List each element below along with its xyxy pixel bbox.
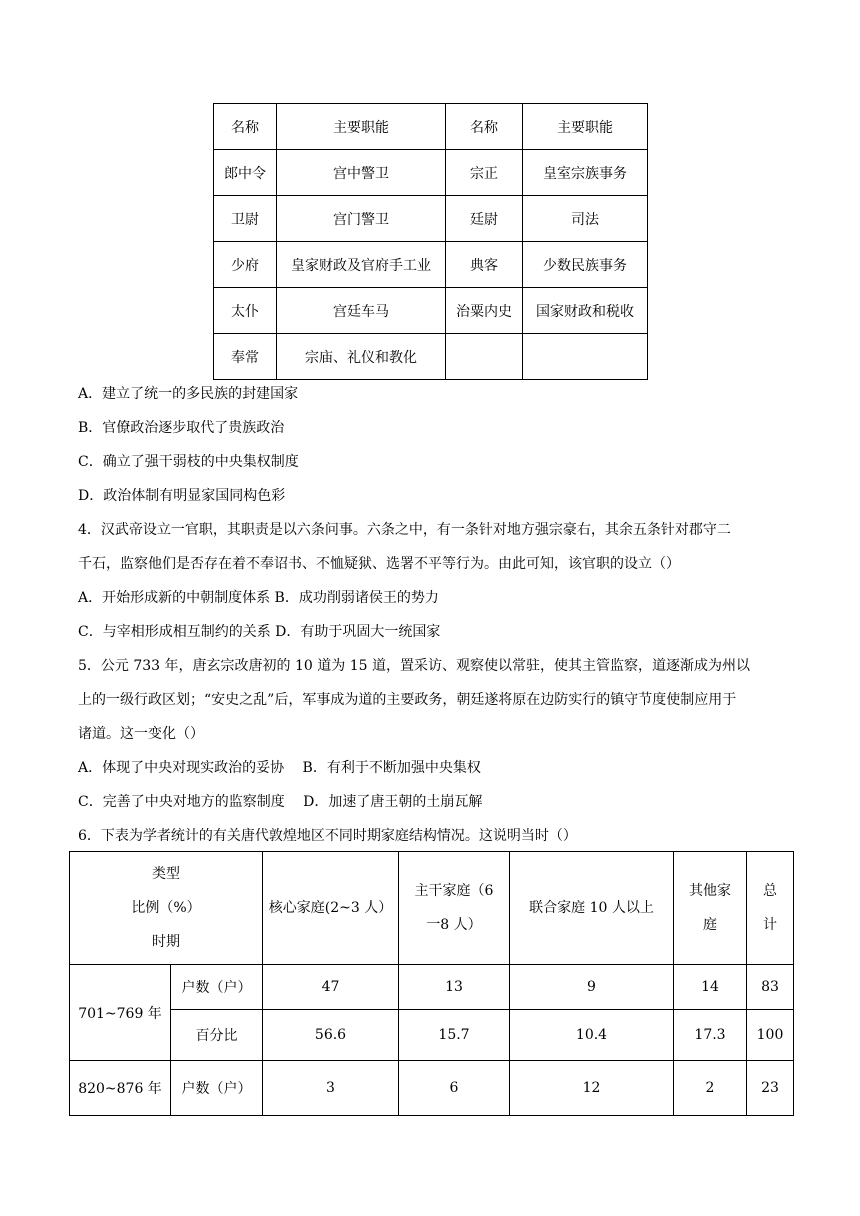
table-cell: 国家财政和税收 xyxy=(523,288,648,334)
table-row xyxy=(70,1061,794,1116)
question-4-stem: 4．汉武帝设立一官职，其职责是以六条问事。六条之中，有一条针对地方强宗豪右，其余五条针对郡守二 xyxy=(78,522,731,538)
table-cell: 司法 xyxy=(523,196,648,242)
table-cell: 56.6 xyxy=(263,1010,399,1061)
header-cell: 名称 xyxy=(446,104,523,150)
header-cell: 联合家庭 10 人以上 xyxy=(510,852,674,965)
question-4-options: A．开始形成新的中朝制度体系 B．成功削弱诸侯王的势力 xyxy=(78,590,439,606)
header-cell: 名称 xyxy=(214,104,277,150)
corner-label-type: 类型 xyxy=(152,866,180,882)
table-cell: 卫尉 xyxy=(214,196,277,242)
header-line: 主干家庭（6 xyxy=(414,883,494,899)
period-cell: 701~769 年 xyxy=(70,965,171,1061)
table-cell xyxy=(523,334,648,380)
row-label-cell: 户数（户） xyxy=(171,1061,263,1116)
row-label-cell: 户数（户） xyxy=(171,965,263,1010)
table-row xyxy=(214,150,648,196)
table-cell: 宫中警卫 xyxy=(277,150,446,196)
option-d: D．政治体制有明显家国同构色彩 xyxy=(78,488,286,504)
period-cell: 820~876 年 xyxy=(70,1061,171,1116)
header-cell: 核心家庭(2~3 人） xyxy=(263,852,399,965)
table-cell: 13 xyxy=(399,965,510,1010)
table-cell: 少府 xyxy=(214,242,277,288)
table-cell: 6 xyxy=(399,1061,510,1116)
table-cell: 典客 xyxy=(446,242,523,288)
table-row xyxy=(214,288,648,334)
question-5-options: C．完善了中央对地方的监察制度 D．加速了唐王朝的土崩瓦解 xyxy=(78,794,483,810)
header-line: 一8 人） xyxy=(426,917,482,933)
table-header-row xyxy=(214,104,648,150)
table-cell xyxy=(446,334,523,380)
option-b: B．官僚政治逐步取代了贵族政治 xyxy=(78,420,285,436)
question-5-stem: 诸道。这一变化（） xyxy=(78,726,204,742)
header-cell: 主要职能 xyxy=(523,104,648,150)
table-cell: 宗庙、礼仪和教化 xyxy=(277,334,446,380)
corner-header-cell xyxy=(70,852,263,965)
table-row xyxy=(214,196,648,242)
table-cell: 少数民族事务 xyxy=(523,242,648,288)
header-cell xyxy=(399,852,510,965)
officials-table xyxy=(213,103,648,380)
table-cell: 宫门警卫 xyxy=(277,196,446,242)
header-cell: 主要职能 xyxy=(277,104,446,150)
header-cell xyxy=(747,852,794,965)
table-cell: 宗正 xyxy=(446,150,523,196)
table-cell: 23 xyxy=(747,1061,794,1116)
table-cell: 17.3 xyxy=(674,1010,747,1061)
question-5-stem: 5．公元 733 年，唐玄宗改唐初的 10 道为 15 道，置采访、观察使以常驻，使其主管监察，道逐渐成为州以 xyxy=(78,658,750,674)
header-line: 总 xyxy=(763,883,777,899)
table-cell: 3 xyxy=(263,1061,399,1116)
table-row xyxy=(70,1010,794,1061)
table-cell: 太仆 xyxy=(214,288,277,334)
table-cell: 宫廷车马 xyxy=(277,288,446,334)
question-5-stem: 上的一级行政区划；“安史之乱”后，军事成为道的主要政务，朝廷遂将原在边防实行的镇守节度使制应用于 xyxy=(78,692,737,708)
corner-label-period: 时期 xyxy=(152,934,180,950)
option-c: C．确立了强干弱枝的中央集权制度 xyxy=(78,454,299,470)
table-cell: 83 xyxy=(747,965,794,1010)
table-header-row xyxy=(70,852,794,965)
table-cell: 治粟内史 xyxy=(446,288,523,334)
table-cell: 47 xyxy=(263,965,399,1010)
table-cell: 9 xyxy=(510,965,674,1010)
table-cell: 皇室宗族事务 xyxy=(523,150,648,196)
question-4-stem: 千石，监察他们是否存在着不奉诏书、不恤疑狱、选署不平等行为。由此可知，该官职的设立（） xyxy=(78,556,680,572)
table-cell: 奉常 xyxy=(214,334,277,380)
table-row xyxy=(214,242,648,288)
table-cell: 郎中令 xyxy=(214,150,277,196)
question-4-options: C．与宰相形成相互制约的关系 D．有助于巩固大一统国家 xyxy=(78,624,441,640)
table-cell: 12 xyxy=(510,1061,674,1116)
table-row xyxy=(214,334,648,380)
table-cell: 14 xyxy=(674,965,747,1010)
row-label-cell: 百分比 xyxy=(171,1010,263,1061)
corner-label-ratio: 比例（%） xyxy=(131,900,201,916)
table-cell: 2 xyxy=(674,1061,747,1116)
table-cell: 皇家财政及官府手工业 xyxy=(277,242,446,288)
header-line: 计 xyxy=(763,917,777,933)
table-cell: 15.7 xyxy=(399,1010,510,1061)
table-row xyxy=(70,965,794,1010)
table-cell: 廷尉 xyxy=(446,196,523,242)
header-cell xyxy=(674,852,747,965)
question-5-options: A．体现了中央对现实政治的妥协 B．有利于不断加强中央集权 xyxy=(78,760,481,776)
question-6-stem: 6．下表为学者统计的有关唐代敦煌地区不同时期家庭结构情况。这说明当时（） xyxy=(78,828,577,844)
family-structure-table xyxy=(69,851,794,1116)
table-cell: 100 xyxy=(747,1010,794,1061)
table-cell: 10.4 xyxy=(510,1010,674,1061)
header-line: 其他家 xyxy=(689,883,731,899)
option-a: A．建立了统一的多民族的封建国家 xyxy=(78,386,299,402)
header-line: 庭 xyxy=(703,917,717,933)
